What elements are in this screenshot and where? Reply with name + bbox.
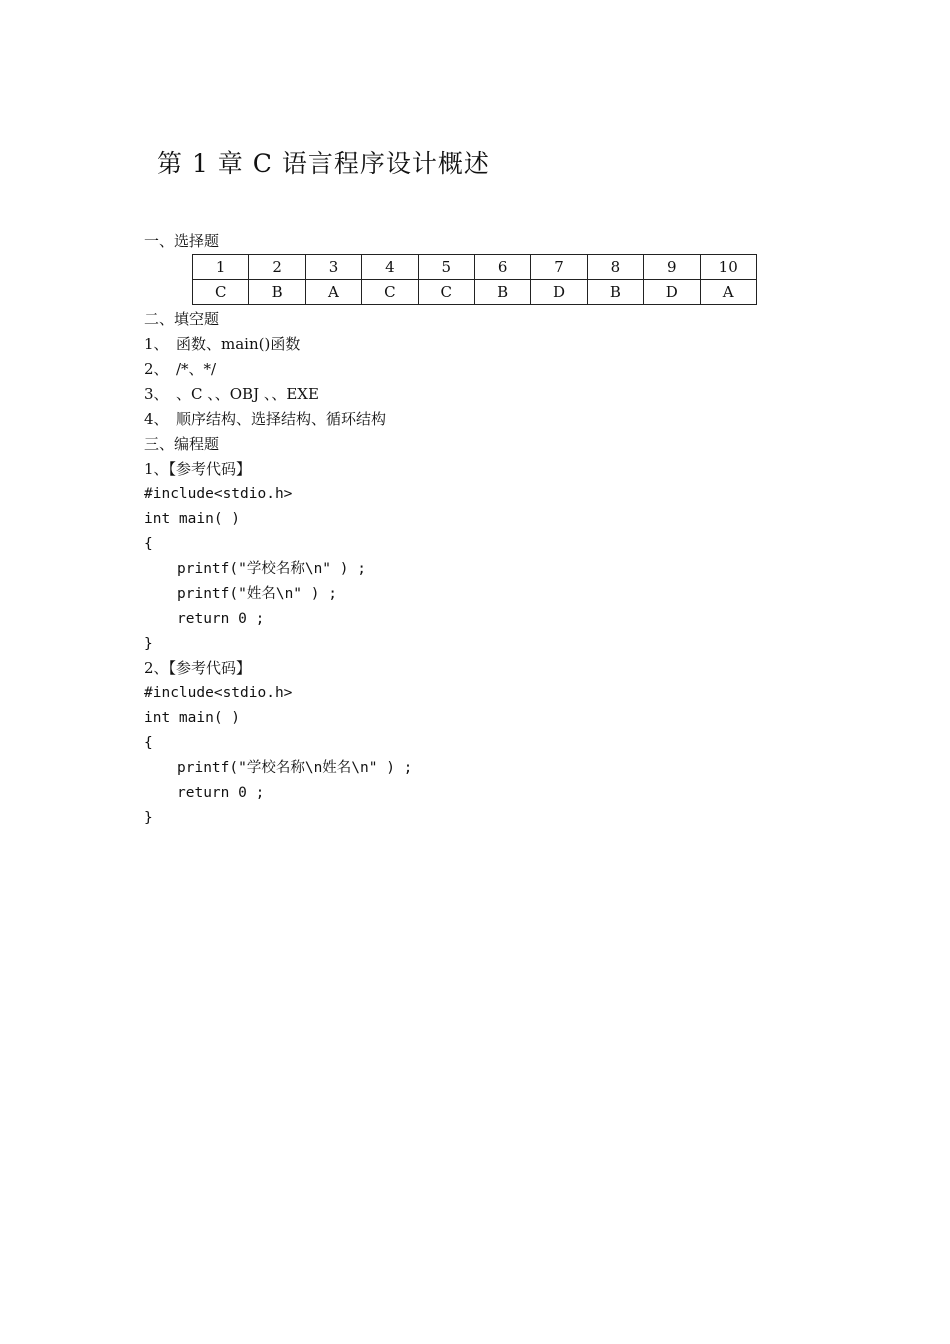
table-cell: 2 — [249, 255, 305, 280]
table-cell: A — [700, 280, 756, 305]
list-item — [144, 359, 216, 379]
table-cell: C — [418, 280, 474, 305]
answer-table — [192, 254, 757, 305]
program-label: 2、【参考代码】 — [144, 659, 252, 677]
table-cell: 9 — [644, 255, 700, 280]
table-cell: C — [193, 280, 249, 305]
table-cell: D — [531, 280, 587, 305]
code-line: printf("学校名称\n" ) ; — [177, 561, 366, 577]
code-line: return 0 ; — [177, 611, 265, 627]
code-line: int main( ) — [144, 710, 241, 726]
table-cell: 1 — [193, 255, 249, 280]
table-cell: 10 — [700, 255, 756, 280]
code-line: printf("姓名\n" ) ; — [177, 586, 337, 602]
code-line: return 0 ; — [177, 785, 265, 801]
table-cell: B — [474, 280, 530, 305]
item-text: 函数、main()函数 — [176, 335, 301, 353]
table-cell: 5 — [418, 255, 474, 280]
item-number: 4、 — [144, 410, 169, 428]
table-cell: 6 — [474, 255, 530, 280]
table-cell: 4 — [362, 255, 418, 280]
section-heading-choice: 一、选择题 — [144, 232, 220, 250]
item-number: 3、 — [144, 385, 169, 403]
item-text: 顺序结构、选择结构、循环结构 — [176, 410, 387, 428]
table-row-answers — [193, 280, 757, 305]
list-item — [144, 409, 386, 429]
table-cell: C — [362, 280, 418, 305]
code-line: #include<stdio.h> — [144, 685, 293, 701]
table-cell: D — [644, 280, 700, 305]
table-cell: B — [249, 280, 305, 305]
section-heading-fill: 二、填空题 — [144, 310, 220, 328]
chapter-title: 第 1 章 C 语言程序设计概述 — [157, 149, 490, 178]
table-cell: 3 — [305, 255, 361, 280]
table-cell: A — [305, 280, 361, 305]
section-heading-programming: 三、编程题 — [144, 435, 220, 453]
list-item — [144, 384, 319, 404]
code-line: { — [144, 735, 153, 751]
item-text: 、C 、、OBJ 、、EXE — [176, 385, 319, 403]
code-line: #include<stdio.h> — [144, 486, 293, 502]
item-number: 1、 — [144, 335, 169, 353]
table-cell: 7 — [531, 255, 587, 280]
code-line: } — [144, 636, 153, 652]
program-label: 1、【参考代码】 — [144, 460, 252, 478]
code-line: int main( ) — [144, 511, 241, 527]
list-item — [144, 334, 300, 354]
item-text: /*、*/ — [176, 360, 217, 378]
code-line: printf("学校名称\n姓名\n" ) ; — [177, 760, 413, 776]
code-line: { — [144, 536, 153, 552]
table-cell: 8 — [587, 255, 643, 280]
table-cell: B — [587, 280, 643, 305]
code-line: } — [144, 810, 153, 826]
item-number: 2、 — [144, 360, 169, 378]
table-row-question-numbers — [193, 255, 757, 280]
